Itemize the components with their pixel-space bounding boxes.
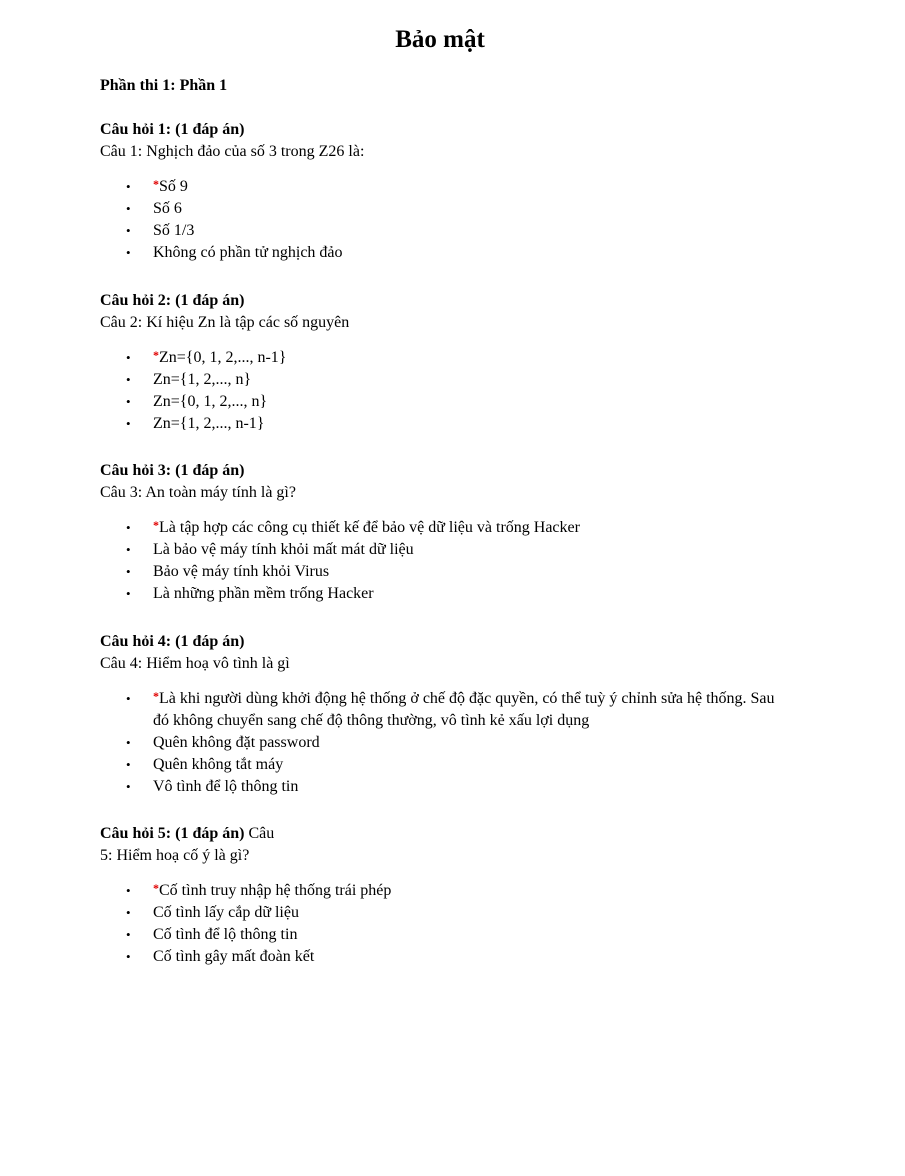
answer-text: Cố tình truy nhập hệ thống trái phép bbox=[159, 882, 392, 899]
bullet-icon: • bbox=[126, 757, 131, 772]
section-title: Phần thi 1: Phần 1 bbox=[100, 77, 228, 94]
bullet-icon: • bbox=[126, 586, 131, 601]
question-1 bbox=[100, 119, 800, 264]
question-4 bbox=[100, 631, 800, 798]
question-5 bbox=[100, 823, 800, 968]
answer-item bbox=[100, 924, 800, 946]
answer-text: Zn={0, 1, 2,..., n-1} bbox=[159, 349, 287, 366]
answer-list bbox=[100, 176, 800, 264]
answer-item bbox=[100, 561, 800, 583]
question-text: Câu 2: Kí hiệu Zn là tập các số nguyên bbox=[100, 314, 350, 331]
answer-item bbox=[100, 732, 800, 754]
answer-text: Không có phần tử nghịch đảo bbox=[153, 244, 343, 261]
bullet-icon: • bbox=[126, 949, 131, 964]
question-heading: Câu hỏi 1: (1 đáp án) bbox=[100, 121, 245, 138]
answer-list bbox=[100, 880, 800, 968]
bullet-icon: • bbox=[126, 927, 131, 942]
question-text: 5: Hiểm hoạ cố ý là gì? bbox=[100, 847, 250, 864]
question-text: Câu 4: Hiểm hoạ vô tình là gì bbox=[100, 655, 290, 672]
question-heading: Câu hỏi 5: (1 đáp án) bbox=[100, 825, 245, 842]
correct-mark-icon: * bbox=[153, 348, 159, 362]
correct-mark-icon: * bbox=[153, 177, 159, 191]
bullet-icon: • bbox=[126, 245, 131, 260]
answer-text: Bảo vệ máy tính khỏi Virus bbox=[153, 563, 330, 580]
answer-list bbox=[100, 517, 800, 605]
answer-text: Vô tình để lộ thông tin bbox=[153, 778, 299, 795]
question-heading: Câu hỏi 2: (1 đáp án) bbox=[100, 292, 245, 309]
answer-item bbox=[100, 369, 800, 391]
answer-item bbox=[100, 754, 800, 776]
bullet-icon: • bbox=[126, 564, 131, 579]
answer-text: Cố tình lấy cắp dữ liệu bbox=[153, 904, 299, 921]
answer-item bbox=[100, 413, 800, 435]
bullet-icon: • bbox=[126, 372, 131, 387]
bullet-icon: • bbox=[126, 223, 131, 238]
question-heading: Câu hỏi 3: (1 đáp án) bbox=[100, 462, 245, 479]
answer-text: Quên không đặt password bbox=[153, 734, 320, 751]
answer-item bbox=[100, 220, 800, 242]
answer-item bbox=[100, 880, 800, 902]
answer-item bbox=[100, 391, 800, 413]
page-title: Bảo mật bbox=[395, 26, 485, 53]
answer-text: Zn={0, 1, 2,..., n} bbox=[153, 393, 268, 410]
answer-text: Quên không tắt máy bbox=[153, 756, 284, 773]
bullet-icon: • bbox=[126, 779, 131, 794]
answer-item bbox=[100, 902, 800, 924]
answer-text: Là khi người dùng khởi động hệ thống ở chế độ đặc quyền, có thể tuỳ ý chỉnh sửa hệ thống. Sau đó không chuyển sang chế độ thông thường, vô tình kẻ xấu lợi dụng bbox=[153, 690, 775, 729]
correct-mark-icon: * bbox=[153, 881, 159, 895]
answer-item bbox=[100, 583, 800, 605]
bullet-icon: • bbox=[126, 883, 131, 898]
bullet-icon: • bbox=[126, 394, 131, 409]
question-heading-tail: Câu bbox=[244, 825, 275, 842]
answer-item bbox=[100, 198, 800, 220]
bullet-icon: • bbox=[126, 691, 131, 706]
bullet-icon: • bbox=[126, 735, 131, 750]
correct-mark-icon: * bbox=[153, 689, 159, 703]
bullet-icon: • bbox=[126, 201, 131, 216]
answer-item bbox=[100, 242, 800, 264]
bullet-icon: • bbox=[126, 520, 131, 535]
question-text: Câu 3: An toàn máy tính là gì? bbox=[100, 484, 296, 501]
answer-item bbox=[100, 776, 800, 798]
answer-text: Là bảo vệ máy tính khỏi mất mát dữ liệu bbox=[153, 541, 414, 558]
answer-item bbox=[100, 517, 800, 539]
answer-text: Số 1/3 bbox=[153, 222, 195, 239]
bullet-icon: • bbox=[126, 542, 131, 557]
answer-text: Là những phần mềm trống Hacker bbox=[153, 585, 374, 602]
answer-item bbox=[100, 347, 800, 369]
correct-mark-icon: * bbox=[153, 518, 159, 532]
question-2 bbox=[100, 290, 800, 435]
answer-item bbox=[100, 946, 800, 968]
answer-text: Cố tình để lộ thông tin bbox=[153, 926, 298, 943]
bullet-icon: • bbox=[126, 350, 131, 365]
bullet-icon: • bbox=[126, 179, 131, 194]
bullet-icon: • bbox=[126, 905, 131, 920]
answer-text: Là tập hợp các công cụ thiết kế để bảo vệ dữ liệu và trống Hacker bbox=[159, 519, 580, 536]
answer-item bbox=[100, 176, 800, 198]
answer-text: Số 6 bbox=[153, 200, 182, 217]
question-heading: Câu hỏi 4: (1 đáp án) bbox=[100, 633, 245, 650]
answer-list bbox=[100, 688, 800, 798]
answer-text: Zn={1, 2,..., n} bbox=[153, 371, 252, 388]
answer-list bbox=[100, 347, 800, 435]
answer-text: Cố tình gây mất đoàn kết bbox=[153, 948, 315, 965]
answer-text: Zn={1, 2,..., n-1} bbox=[153, 415, 265, 432]
question-text: Câu 1: Nghịch đảo của số 3 trong Z26 là: bbox=[100, 143, 365, 160]
answer-item bbox=[100, 688, 793, 732]
question-3 bbox=[100, 460, 800, 605]
bullet-icon: • bbox=[126, 416, 131, 431]
answer-item bbox=[100, 539, 800, 561]
answer-text: Số 9 bbox=[159, 178, 188, 195]
